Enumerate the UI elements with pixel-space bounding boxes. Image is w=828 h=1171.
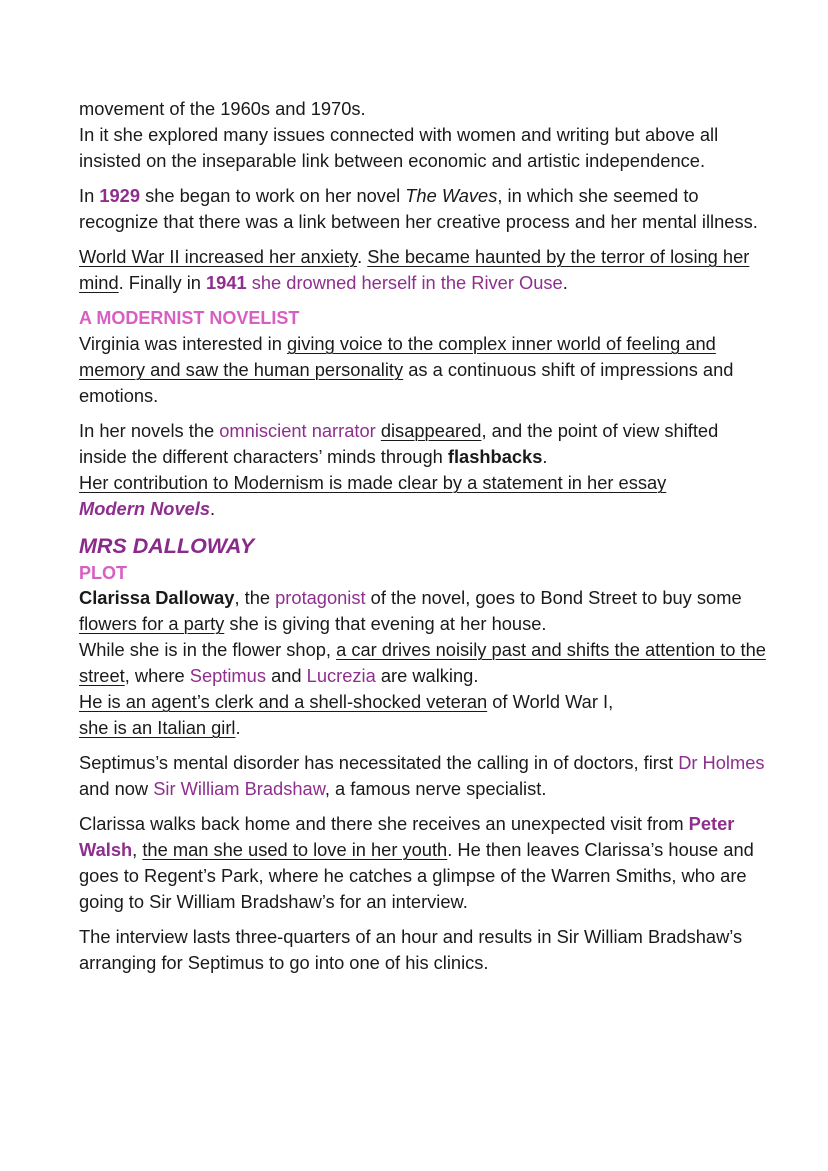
waves-paragraph (79, 183, 769, 235)
term-protagonist: protagonist (275, 587, 366, 608)
character-clarissa: Clarissa Dalloway (79, 587, 235, 608)
underlined-phrase: She became haunted by the terror of losing her mind (79, 246, 750, 293)
text: of World War I, (487, 691, 614, 712)
text: . (542, 446, 548, 467)
section-heading-modernist: A MODERNIST NOVELIST (79, 308, 300, 328)
intro-line1: movement of the 1960s and 1970s. (79, 98, 366, 119)
text: In her novels the (79, 420, 220, 441)
underlined-phrase: giving voice to the complex inner world of feeling and memory and saw the human personality (79, 333, 716, 380)
plot-paragraph-2 (79, 750, 769, 802)
text: of the novel, goes to Bond Street to buy some (365, 587, 742, 608)
underlined-phrase: flowers for a party (79, 613, 225, 634)
text: Virginia was interested in (79, 333, 287, 354)
underlined-phrase: the man she used to love in her youth (142, 839, 448, 860)
character-peter-walsh: Peter Walsh (79, 813, 735, 860)
underlined-phrase: a car drives noisily past and shifts the attention to the street (79, 639, 766, 686)
underlined-phrase: Her contribution to Modernism is made clear by a statement in her essay (79, 472, 667, 493)
term-flashbacks: flashbacks (447, 446, 543, 467)
text: . (562, 272, 568, 293)
modernist-paragraph-2 (79, 418, 769, 522)
text: and (265, 665, 307, 686)
underlined-phrase: World War II increased her anxiety (79, 246, 358, 267)
text: , in which she seemed to recognize that there was a link between her creative process and her mental illness. (79, 185, 758, 232)
text: , where (124, 665, 190, 686)
text: she is giving that evening at her house. (224, 613, 547, 634)
term-omniscient-narrator: omniscient narrator (219, 420, 376, 441)
document-page (79, 96, 769, 976)
text: . (235, 717, 241, 738)
character-sir-william-bradshaw: Sir William Bradshaw (153, 778, 325, 799)
text: In (79, 185, 100, 206)
character-lucrezia: Lucrezia (306, 665, 376, 686)
plot-paragraph-4: The interview lasts three-quarters of an hour and results in Sir William Bradshaw’s arranging for Septimus to go into one of his clinics. (79, 926, 743, 973)
intro-paragraph (79, 96, 769, 174)
text: Septimus’s mental disorder has necessitated the calling in of doctors, first (79, 752, 679, 773)
text: she began to work on her novel (140, 185, 406, 206)
ww2-paragraph (79, 244, 769, 296)
text: Clarissa walks back home and there she receives an unexpected visit from (79, 813, 689, 834)
text: . (210, 498, 216, 519)
underlined-phrase: disappeared (380, 420, 482, 441)
text: as a continuous shift of impressions and emotions. (79, 359, 734, 406)
text: are walking. (375, 665, 479, 686)
text: While she is in the flower shop, (79, 639, 337, 660)
text: , a famous nerve specialist. (324, 778, 547, 799)
subheading-plot: PLOT (79, 563, 127, 583)
character-dr-holmes: Dr Holmes (678, 752, 765, 773)
year-1941: 1941 (206, 272, 247, 293)
year-1929: 1929 (99, 185, 140, 206)
underlined-phrase: He is an agent’s clerk and a shell-shocked veteran (79, 691, 488, 712)
novel-title-the-waves: The Waves (405, 185, 498, 206)
intro-line2: In it she explored many issues connected with women and writing but above all insisted on the inseparable link between economic and artistic independence. (79, 124, 719, 171)
modernist-paragraph-1 (79, 331, 769, 409)
essay-title-modern-novels: Modern Novels (79, 498, 211, 519)
text: . (357, 246, 368, 267)
text: and now (79, 778, 154, 799)
highlight-death: she drowned herself in the River Ouse (246, 272, 563, 293)
text: , the (234, 587, 276, 608)
text: . Finally in (118, 272, 206, 293)
plot-paragraph-1 (79, 585, 769, 741)
underlined-phrase: she is an Italian girl (79, 717, 236, 738)
plot-paragraph-3 (79, 811, 769, 915)
text: , and the point of view shifted inside the different characters’ minds through (79, 420, 719, 467)
section-title-mrs-dalloway: MRS DALLOWAY (79, 534, 255, 558)
text: . He then leaves Clarissa’s house and goes to Regent’s Park, where he catches a glimpse of the Warren Smiths, who are going to Sir William Bradshaw’s for an interview. (79, 839, 754, 912)
text: , (132, 839, 143, 860)
character-septimus: Septimus (189, 665, 266, 686)
